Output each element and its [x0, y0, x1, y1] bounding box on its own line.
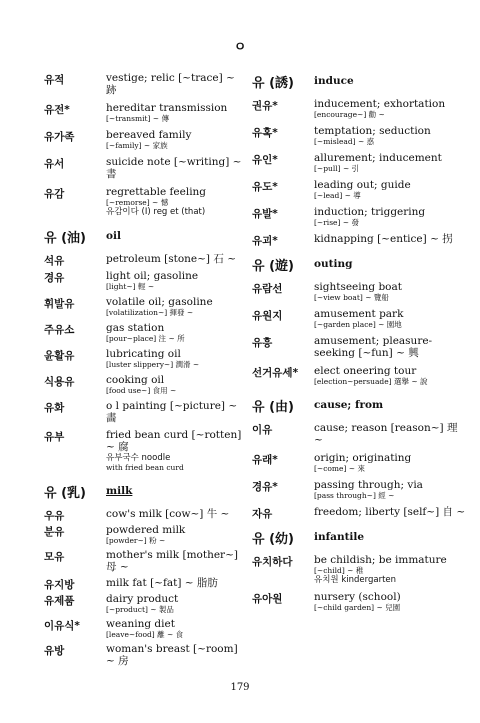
- entry-definition: [314, 506, 466, 518]
- dictionary-entry: [44, 618, 244, 639]
- entry-definition: [106, 348, 244, 369]
- entry-headword: 유괴*: [252, 235, 278, 247]
- dictionary-entry: [44, 577, 244, 589]
- entry-meaning: gas station: [106, 322, 165, 334]
- dictionary-entry: [252, 365, 466, 386]
- entry-headword: 유인*: [252, 154, 278, 166]
- dictionary-entry: [44, 270, 244, 291]
- dictionary-entry: [44, 72, 244, 96]
- entry-headword: 유아원: [252, 593, 283, 605]
- entry-meaning: amusement; pleasure-: [314, 335, 433, 347]
- entry-headword: 휘발유: [44, 298, 75, 310]
- section-headword: 유 (乳): [44, 486, 86, 501]
- entry-definition: [314, 591, 466, 612]
- entry-definition: [314, 233, 466, 245]
- dictionary-entry: [252, 179, 466, 200]
- dictionary-entry: [44, 102, 244, 123]
- entry-headword: 유흥: [252, 337, 273, 349]
- page-header: ㅇ: [233, 40, 247, 55]
- right-column: [252, 72, 466, 618]
- entry-headword: 유혹*: [252, 127, 278, 139]
- section-heading: [252, 528, 466, 546]
- dictionary-entry: [44, 643, 244, 667]
- entry-etymology: [pour~place] 注 ~ 所: [106, 334, 185, 343]
- entry-definition: [314, 554, 466, 585]
- dictionary-entry: [44, 186, 244, 217]
- entry-meaning: lubricating oil: [106, 348, 181, 360]
- entry-meaning: cooking oil: [106, 374, 165, 386]
- entry-meaning: vestige; relic [~trace] ~ 跡: [106, 72, 235, 96]
- dictionary-entry: [252, 554, 466, 585]
- entry-headword: 윤활유: [44, 350, 75, 362]
- dictionary-entry: [252, 506, 466, 518]
- dictionary-entry: [44, 156, 244, 180]
- dictionary-entry: [44, 296, 244, 317]
- entry-meaning: cow's milk [cow~] 牛 ~: [106, 508, 230, 520]
- dictionary-entry: [252, 308, 466, 329]
- entry-meaning: fried bean curd [~rotten] ~ 腐: [106, 429, 242, 453]
- entry-definition: [314, 308, 466, 329]
- dictionary-entry: [252, 452, 466, 473]
- entry-meaning: be childish; be immature: [314, 554, 447, 566]
- section-infantile: [252, 528, 466, 612]
- entry-definition: [106, 129, 244, 150]
- entry-meaning: origin; originating: [314, 452, 412, 464]
- entry-etymology: [~transmit] ~ 傳: [106, 114, 169, 123]
- entry-headword: 우유: [44, 510, 65, 522]
- entry-example-gloss: with fried bean curd: [106, 463, 184, 472]
- entry-definition: [314, 152, 466, 173]
- entry-definition: [314, 452, 466, 473]
- entry-headword: 유방: [44, 645, 65, 657]
- section-heading: [252, 396, 466, 414]
- entry-etymology: [~product] ~ 製品: [106, 605, 174, 614]
- entry-headword: 선거유세*: [252, 367, 299, 379]
- entry-headword: 이유: [252, 424, 273, 436]
- section-meaning: cause; from: [314, 399, 384, 411]
- entry-meaning: regrettable feeling: [106, 186, 207, 198]
- entry-headword: 유부: [44, 431, 65, 443]
- entry-etymology: [~rise] ~ 發: [314, 218, 359, 227]
- entry-etymology: [volatilization~] 揮發 ~: [106, 308, 194, 317]
- entry-headword: 이유식*: [44, 620, 80, 632]
- entry-meaning: leading out; guide: [314, 179, 411, 191]
- entry-meaning: temptation; seduction: [314, 125, 431, 137]
- entry-headword: 권유*: [252, 100, 278, 112]
- entry-definition: [106, 429, 244, 472]
- entry-headword: 유가족: [44, 131, 75, 143]
- section-heading: [44, 227, 244, 245]
- entry-meaning: nursery (school): [314, 591, 401, 603]
- entry-headword: 유전*: [44, 104, 70, 116]
- entry-meaning: weaning diet: [106, 618, 175, 630]
- entry-headword: 석유: [44, 255, 65, 267]
- entry-meaning: bereaved family: [106, 129, 192, 141]
- entry-etymology: [light~] 輕 ~: [106, 282, 155, 291]
- dictionary-entry: [252, 206, 466, 227]
- entry-etymology: [encourage~] 勸 ~: [314, 110, 385, 119]
- entry-definition: [106, 253, 244, 265]
- entry-definition: [106, 508, 244, 520]
- section-milk: [44, 482, 244, 667]
- entry-headword: 유람선: [252, 283, 283, 295]
- section-heading: [252, 72, 466, 90]
- entry-headword: 유적: [44, 74, 65, 86]
- entry-definition: [106, 549, 244, 573]
- entry-headword: 분유: [44, 526, 65, 538]
- entry-etymology: [leave~food] 離 ~ 食: [106, 630, 184, 639]
- entry-etymology: [~remorse] ~ 憾: [106, 198, 169, 207]
- entry-etymology: [~child] ~ 稚: [314, 566, 364, 575]
- page-number: 179: [230, 682, 250, 693]
- entry-definition: [106, 72, 244, 96]
- entry-etymology: [~child garden] ~ 兒園: [314, 603, 401, 612]
- entry-meaning: mother's milk [mother~] 母 ~: [106, 549, 238, 573]
- dictionary-entry: [252, 591, 466, 612]
- entry-headword: 경유: [44, 272, 65, 284]
- left-top-entries: [44, 72, 244, 217]
- entry-meaning: sightseeing boat: [314, 281, 402, 293]
- section-outing: [252, 255, 466, 386]
- entry-meaning: amusement park: [314, 308, 404, 320]
- section-headword: 유 (幼): [252, 532, 294, 547]
- left-column: [44, 72, 244, 671]
- entry-etymology: [~come] ~ 來: [314, 464, 365, 473]
- entry-meaning: elect oneering tour: [314, 365, 417, 377]
- entry-etymology: [~family] ~ 家族: [106, 141, 168, 150]
- section-oil: [44, 227, 244, 472]
- entry-etymology: [~lead] ~ 導: [314, 191, 361, 200]
- dictionary-entry: [44, 593, 244, 614]
- entry-definition: [106, 374, 244, 395]
- entry-definition: [106, 270, 244, 291]
- entry-meaning: inducement; exhortation: [314, 98, 446, 110]
- section-heading: [44, 482, 244, 500]
- dictionary-entry: [44, 129, 244, 150]
- entry-headword: 유치하다: [252, 556, 293, 568]
- entry-headword: 유래*: [252, 454, 278, 466]
- entry-meaning: petroleum [stone~] 石 ~: [106, 253, 236, 265]
- entry-headword: 유제품: [44, 595, 75, 607]
- entry-etymology: [~garden place] ~ 園地: [314, 320, 402, 329]
- entry-definition: [314, 98, 466, 119]
- dictionary-entry: [44, 549, 244, 573]
- entry-headword: 유지방: [44, 579, 75, 591]
- entry-meaning: o l painting [~picture] ~ 畵: [106, 400, 238, 424]
- entry-headword: 유원지: [252, 310, 283, 322]
- entry-headword: 주유소: [44, 324, 75, 336]
- entry-headword: 유감: [44, 188, 65, 200]
- entry-meaning: allurement; inducement: [314, 152, 442, 164]
- section-meaning: milk: [106, 485, 133, 497]
- entry-headword: 유도*: [252, 181, 278, 193]
- entry-meaning: passing through; via: [314, 479, 423, 491]
- entry-definition: [106, 102, 244, 123]
- entry-meaning: cause; reason [reason~] 理 ~: [314, 422, 458, 446]
- entry-etymology: [~mislead] ~ 惑: [314, 137, 375, 146]
- entry-example: 유부국수 noodle: [106, 453, 171, 463]
- entry-definition: [106, 593, 244, 614]
- dictionary-entry: [252, 281, 466, 302]
- dictionary-entry: [44, 400, 244, 424]
- dictionary-entry: [44, 508, 244, 520]
- entry-definition: [106, 322, 244, 343]
- entry-definition: [106, 577, 244, 589]
- dictionary-entry: [252, 98, 466, 119]
- section-headword: 유 (由): [252, 400, 294, 415]
- entry-headword: 모유: [44, 551, 65, 563]
- section-cause: [252, 396, 466, 518]
- section-headword: 유 (油): [44, 231, 86, 246]
- section-meaning: oil: [106, 230, 121, 242]
- entry-meaning: kidnapping [~entice] ~ 拐: [314, 233, 453, 245]
- entry-etymology: [election~persuade] 選擧 ~ 說: [314, 377, 428, 386]
- dictionary-entry: [44, 348, 244, 369]
- entry-definition: [106, 618, 244, 639]
- entry-meaning: volatile oil; gasoline: [106, 296, 213, 308]
- section-headword: 유 (遊): [252, 259, 294, 274]
- dictionary-entry: [44, 429, 244, 472]
- entry-definition: [314, 281, 466, 302]
- section-heading: [252, 255, 466, 273]
- dictionary-entry: [44, 322, 244, 343]
- section-meaning: infantile: [314, 531, 365, 543]
- section-meaning: induce: [314, 75, 354, 87]
- entry-meaning: dairy product: [106, 593, 179, 605]
- entry-definition: [314, 479, 466, 500]
- dictionary-entry: [252, 479, 466, 500]
- entry-meaning: light oil; gasoline: [106, 270, 199, 282]
- entry-definition: [106, 400, 244, 424]
- section-headword: 유 (誘): [252, 76, 294, 91]
- entry-definition: [314, 335, 466, 359]
- entry-meaning: induction; triggering: [314, 206, 426, 218]
- entry-etymology: [~pull] ~ 引: [314, 164, 360, 173]
- entry-meaning: woman's breast [~room] ~ 房: [106, 643, 238, 667]
- section-induce: [252, 72, 466, 245]
- entry-meaning: suicide note [~writing] ~ 書: [106, 156, 242, 180]
- entry-headword: 식용유: [44, 376, 75, 388]
- entry-definition: [314, 422, 466, 446]
- entry-meaning: hereditar transmission: [106, 102, 228, 114]
- section-meaning: outing: [314, 258, 353, 270]
- dictionary-entry: [44, 374, 244, 395]
- entry-headword: 유화: [44, 402, 65, 414]
- dictionary-entry: [252, 233, 466, 245]
- entry-headword: 유서: [44, 158, 65, 170]
- entry-definition: [106, 296, 244, 317]
- entry-etymology: [pass through~] 經 ~: [314, 491, 395, 500]
- dictionary-entry: [44, 524, 244, 545]
- entry-etymology: [food use~] 食用 ~: [106, 386, 177, 395]
- entry-example: 유감이다 (I) reg et (that): [106, 207, 206, 217]
- entry-etymology: [~view boat] ~ 覽船: [314, 293, 389, 302]
- entry-headword: 자유: [252, 508, 273, 520]
- entry-etymology: [luster slippery~] 潤滑 ~: [106, 360, 200, 369]
- dictionary-entry: [252, 152, 466, 173]
- entry-etymology: [powder~] 粉 ~: [106, 536, 166, 545]
- entry-headword: 경유*: [252, 481, 278, 493]
- entry-definition: [106, 156, 244, 180]
- entry-definition: [106, 643, 244, 667]
- entry-meaning: milk fat [~fat] ~ 脂肪: [106, 577, 218, 589]
- dictionary-entry: [252, 125, 466, 146]
- entry-definition: [106, 524, 244, 545]
- entry-definition: [314, 365, 466, 386]
- entry-definition: [314, 206, 466, 227]
- entry-meaning: powdered milk: [106, 524, 186, 536]
- dictionary-entry: [44, 253, 244, 265]
- entry-headword: 유발*: [252, 208, 278, 220]
- entry-definition: [314, 179, 466, 200]
- entry-definition: [106, 186, 244, 217]
- dictionary-entry: [252, 422, 466, 446]
- entry-meaning: freedom; liberty [self~] 自 ~: [314, 506, 466, 518]
- entry-meaning-cont: seeking [~fun] ~ 興: [314, 347, 419, 359]
- entry-definition: [314, 125, 466, 146]
- entry-example: 유치원 kindergarten: [314, 575, 397, 585]
- dictionary-entry: [252, 335, 466, 359]
